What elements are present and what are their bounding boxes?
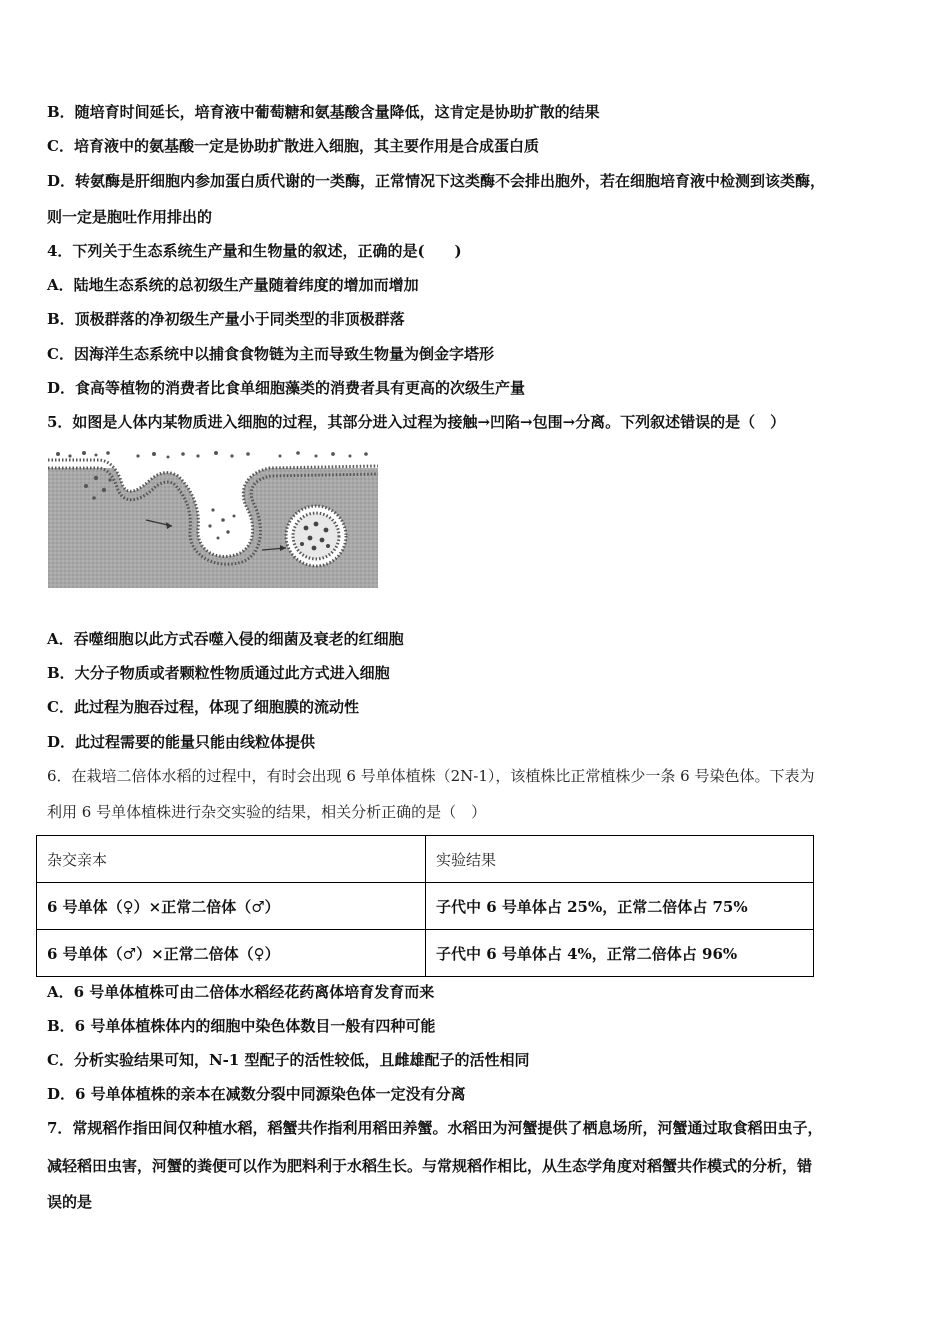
q4-option-a: A．陆地生态系统的总初级生产量随着纬度的增加而增加	[47, 276, 419, 294]
table-row	[37, 930, 814, 977]
table-header-cell: 杂交亲本	[37, 836, 426, 883]
table-cell: 6 号单体（♂）×正常二倍体（♀）	[37, 930, 426, 977]
table-cell: 子代中 6 号单体占 25%，正常二倍体占 75%	[426, 883, 814, 930]
q5-option-d: D．此过程需要的能量只能由线粒体提供	[47, 733, 316, 751]
q6-stem-line2: 利用 6 号单体植株进行杂交实验的结果，相关分析正确的是（ ）	[47, 803, 487, 821]
table-header-cell: 实验结果	[426, 836, 814, 883]
q4-stem: 4．下列关于生态系统生产量和生物量的叙述，正确的是( )	[47, 242, 462, 260]
q6-option-b: B．6 号单体植株体内的细胞中染色体数目一般有四种可能	[47, 1017, 436, 1035]
q5-option-b: B．大分子物质或者颗粒性物质通过此方式进入细胞	[47, 664, 390, 682]
q6-option-d: D．6 号单体植株的亲本在减数分裂中同源染色体一定没有分离	[47, 1085, 466, 1103]
q7-stem-line1: 7．常规稻作指田间仅种植水稻，稻蟹共作指利用稻田养蟹。水稻田为河蟹提供了栖息场所，河蟹通过取食稻田虫子，	[47, 1119, 823, 1137]
q5-stem: 5．如图是人体内某物质进入细胞的过程，其部分进入过程为接触→凹陷→包围→分离。下列叙述错误的是（ ）	[47, 413, 786, 431]
q3-option-b: B．随培育时间延长，培育液中葡萄糖和氨基酸含量降低，这肯定是协助扩散的结果	[47, 103, 600, 121]
table-cell: 6 号单体（♀）×正常二倍体（♂）	[37, 883, 426, 930]
table-cell: 子代中 6 号单体占 4%，正常二倍体占 96%	[426, 930, 814, 977]
q6-results-table	[36, 835, 814, 977]
q3-option-d-line1: D．转氨酶是肝细胞内参加蛋白质代谢的一类酶，正常情况下这类酶不会排出胞外，若在细胞培育液中检测到该类酶，	[47, 172, 826, 190]
q3-option-d-line2: 则一定是胞吐作用排出的	[47, 208, 213, 226]
table-row	[37, 883, 814, 930]
q4-option-b: B．顶极群落的净初级生产量小于同类型的非顶极群落	[47, 310, 405, 328]
q6-stem-line1: 6．在栽培二倍体水稻的过程中，有时会出现 6 号单体植株（2N-1），该植株比正常植株少一条 6 号染色体。下表为	[47, 767, 815, 785]
q7-stem-line3: 误的是	[47, 1193, 93, 1211]
q4-option-d: D．食高等植物的消费者比食单细胞藻类的消费者具有更高的次级生产量	[47, 379, 526, 397]
endocytosis-figure	[48, 450, 378, 588]
q5-option-a: A．吞噬细胞以此方式吞噬入侵的细菌及衰老的红细胞	[47, 630, 404, 648]
q6-option-a: A．6 号单体植株可由二倍体水稻经花药离体培育发育而来	[47, 983, 435, 1001]
q7-stem-line2: 减轻稻田虫害，河蟹的粪便可以作为肥料利于水稻生长。与常规稻作相比，从生态学角度对稻蟹共作模式的分析，错	[47, 1157, 813, 1175]
table-header-row	[37, 836, 814, 883]
q3-option-c: C．培育液中的氨基酸一定是协助扩散进入细胞，其主要作用是合成蛋白质	[47, 137, 539, 155]
q4-option-c: C．因海洋生态系统中以捕食食物链为主而导致生物量为倒金字塔形	[47, 345, 494, 363]
q5-option-c: C．此过程为胞吞过程，体现了细胞膜的流动性	[47, 698, 359, 716]
q6-option-c: C．分析实验结果可知，N-1 型配子的活性较低，且雌雄配子的活性相同	[47, 1051, 530, 1069]
